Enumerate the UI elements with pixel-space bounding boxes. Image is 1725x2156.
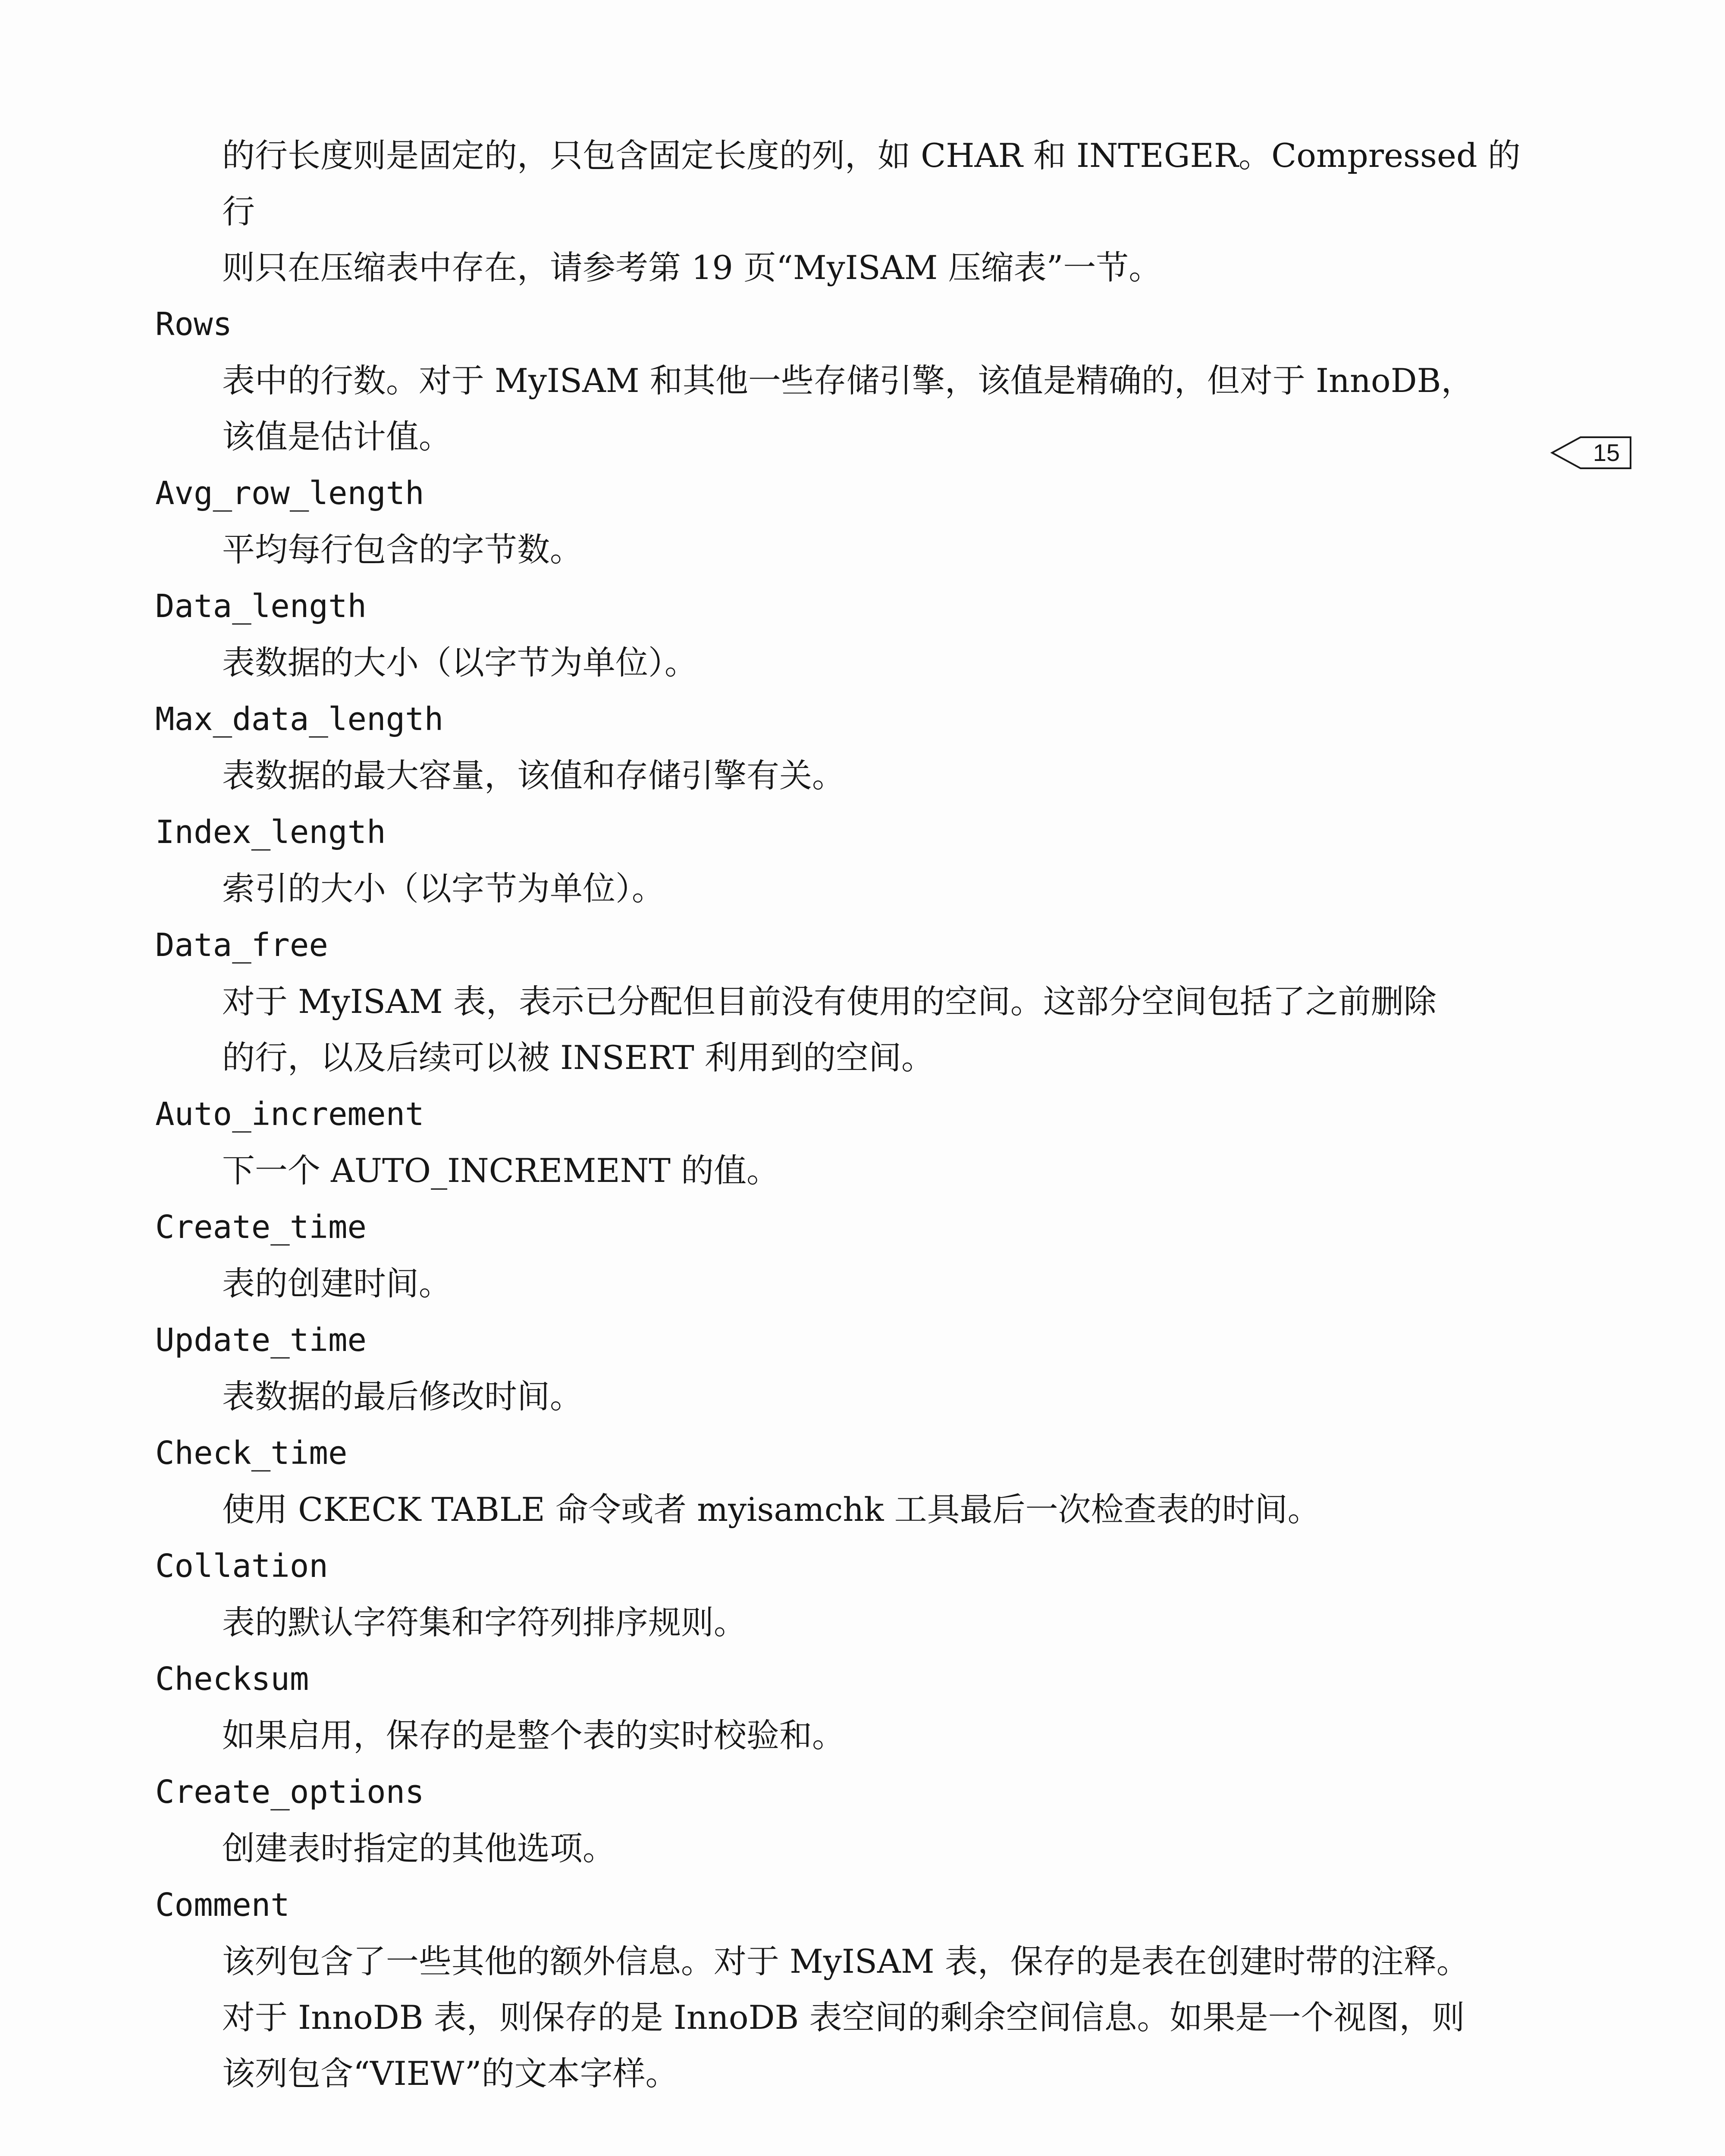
definition-avg-row-length: 平均每行包含的字节数。 [222, 530, 583, 569]
original-page-marker [1550, 436, 1632, 470]
term-update-time: Update_time [155, 1322, 367, 1359]
definition-rows-line-1: 表中的行数。对于 MyISAM 和其他一些存储引擎，该值是精确的，但对于 InnoDB， [222, 361, 1474, 400]
definition-index-length: 索引的大小（以字节为单位）。 [222, 869, 665, 908]
term-comment: Comment [155, 1887, 290, 1924]
term-create-time: Create_time [155, 1209, 367, 1246]
term-auto-increment: Auto_increment [155, 1096, 424, 1133]
definition-update-time: 表数据的最后修改时间。 [222, 1377, 583, 1416]
term-rows: Rows [155, 306, 232, 343]
definition-comment-line-2: 对于 InnoDB 表，则保存的是 InnoDB 表空间的剩余空间信息。如果是一个视图，则 [222, 1998, 1465, 2037]
definition-rows-line-2: 该值是估计值。 [222, 417, 452, 456]
definition-create-options: 创建表时指定的其他选项。 [222, 1829, 615, 1868]
definition-max-data-length: 表数据的最大容量，该值和存储引擎有关。 [222, 756, 845, 795]
definition-check-time: 使用 CKECK TABLE 命令或者 myisamchk 工具最后一次检查表的时间。 [222, 1490, 1320, 1529]
definition-comment-line-1: 该列包含了一些其他的额外信息。对于 MyISAM 表，保存的是表在创建时带的注释。 [222, 1942, 1469, 1981]
term-checksum: Checksum [155, 1661, 309, 1698]
definition-checksum: 如果启用，保存的是整个表的实时校验和。 [222, 1716, 845, 1755]
paragraph-row-format-line-1: 的行长度则是固定的，只包含固定长度的列，如 CHAR 和 INTEGER。Compressed 的行 [222, 136, 1521, 231]
term-check-time: Check_time [155, 1435, 348, 1472]
page-body [155, 128, 1527, 2102]
definition-comment-line-3: 该列包含“VIEW”的文本字样。 [222, 2054, 678, 2093]
page-marker-number: 15 [1593, 439, 1620, 466]
term-data-length: Data_length [155, 588, 367, 625]
term-collation: Collation [155, 1548, 328, 1585]
definition-create-time: 表的创建时间。 [222, 1264, 452, 1303]
paragraph-row-format-line-2: 则只在压缩表中存在，请参考第 19 页“MyISAM 压缩表”一节。 [222, 248, 1162, 287]
definition-data-length: 表数据的大小（以字节为单位）。 [222, 643, 697, 682]
term-create-options: Create_options [155, 1774, 424, 1811]
definition-data-free-line-2: 的行，以及后续可以被 INSERT 利用到的空间。 [222, 1038, 934, 1077]
term-index-length: Index_length [155, 814, 386, 851]
term-data-free: Data_free [155, 927, 328, 964]
term-max-data-length: Max_data_length [155, 701, 444, 738]
term-avg-row-length: Avg_row_length [155, 475, 424, 512]
definition-auto-increment: 下一个 AUTO_INCREMENT 的值。 [222, 1151, 780, 1190]
definition-collation: 表的默认字符集和字符列排序规则。 [222, 1603, 746, 1642]
definition-data-free-line-1: 对于 MyISAM 表，表示已分配但目前没有使用的空间。这部分空间包括了之前删除 [222, 982, 1436, 1021]
